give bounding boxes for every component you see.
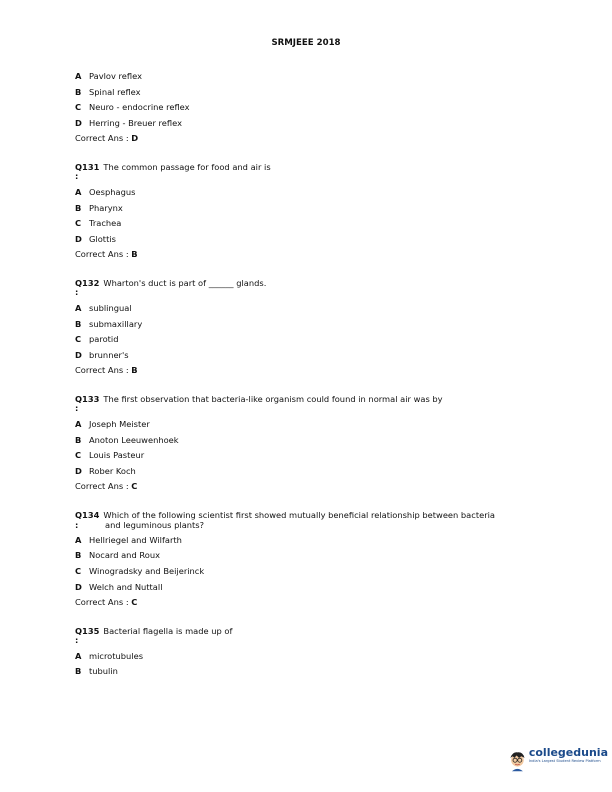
option: B Spinal reflex (75, 86, 141, 97)
mascot-icon (508, 747, 527, 775)
option: A Pavlov reflex (75, 71, 142, 81)
collegedunia-logo[interactable] (508, 747, 608, 775)
option: A Oesphagus (75, 186, 136, 197)
option: C Winogradsky and Beijerinck (75, 566, 205, 577)
option: A Hellriegel and Wilfarth (75, 534, 182, 545)
question-text-continued: : and leguminous plants? (75, 519, 205, 530)
correct-answer: Correct Ans : D (75, 133, 139, 144)
option: A Joseph Meister (75, 418, 150, 429)
question-text: Q131 The common passage for food and air is (75, 161, 271, 172)
question-text: Q135 Bacterial flagella is made up of (75, 625, 233, 636)
question-text: Q133 The first observation that bacteria-like organism could found in normal air was by (75, 393, 443, 404)
option: C Neuro - endocrine reflex (75, 102, 190, 113)
question-block: Q131 The common passage for food and air is : A Oesphagus B Pharynx C Trachea D Glottis Correct Ans : B (75, 162, 545, 263)
page-title: SRMJEEE 2018 (271, 38, 341, 48)
option: D Rober Koch (75, 465, 136, 476)
question-block: Q132 Wharton's duct is part of ______ glands. : A sublingual B submaxillary C parotid D brunner's Correct Ans : B (75, 278, 545, 379)
correct-answer: Correct Ans : B (75, 249, 138, 260)
option: D Welch and Nuttall (75, 581, 163, 592)
question-block: Q133 The first observation that bacteria-like organism could found in normal air was by : A Joseph Meister B Anoton Leeuwenhoek C Louis Pasteur D Rober Koch Correct Ans : C (75, 394, 545, 495)
option: B tubulin (75, 666, 118, 677)
question-text: Q132 Wharton's duct is part of ______ glands. (75, 277, 267, 288)
option: C Louis Pasteur (75, 450, 145, 461)
option: A sublingual (75, 302, 132, 313)
prev-question-options (75, 69, 545, 147)
option: C parotid (75, 334, 119, 345)
option: D Glottis (75, 233, 116, 244)
question-text: Q134 Which of the following scientist first showed mutually beneficial relationship between bacteria (75, 509, 495, 520)
option: B Nocard and Roux (75, 550, 160, 561)
option: D brunner's (75, 349, 129, 360)
option: B Anoton Leeuwenhoek (75, 434, 179, 445)
question-block (75, 510, 545, 611)
correct-answer: Correct Ans : B (75, 365, 138, 376)
question-block: Q135 Bacterial flagella is made up of : A microtubules B tubulin (75, 626, 545, 680)
option: C Trachea (75, 218, 122, 229)
correct-answer: Correct Ans : C (75, 481, 138, 492)
logo-brand-text: collegedunia (528, 746, 608, 759)
option: B Pharynx (75, 202, 123, 213)
question-list (75, 69, 545, 680)
option: D Herring - Breuer reflex (75, 117, 182, 128)
logo-tagline: India's Largest Student Review Platform (528, 759, 601, 763)
option: A microtubules (75, 650, 144, 661)
option: B submaxillary (75, 318, 143, 329)
correct-answer: Correct Ans : C (75, 597, 138, 608)
